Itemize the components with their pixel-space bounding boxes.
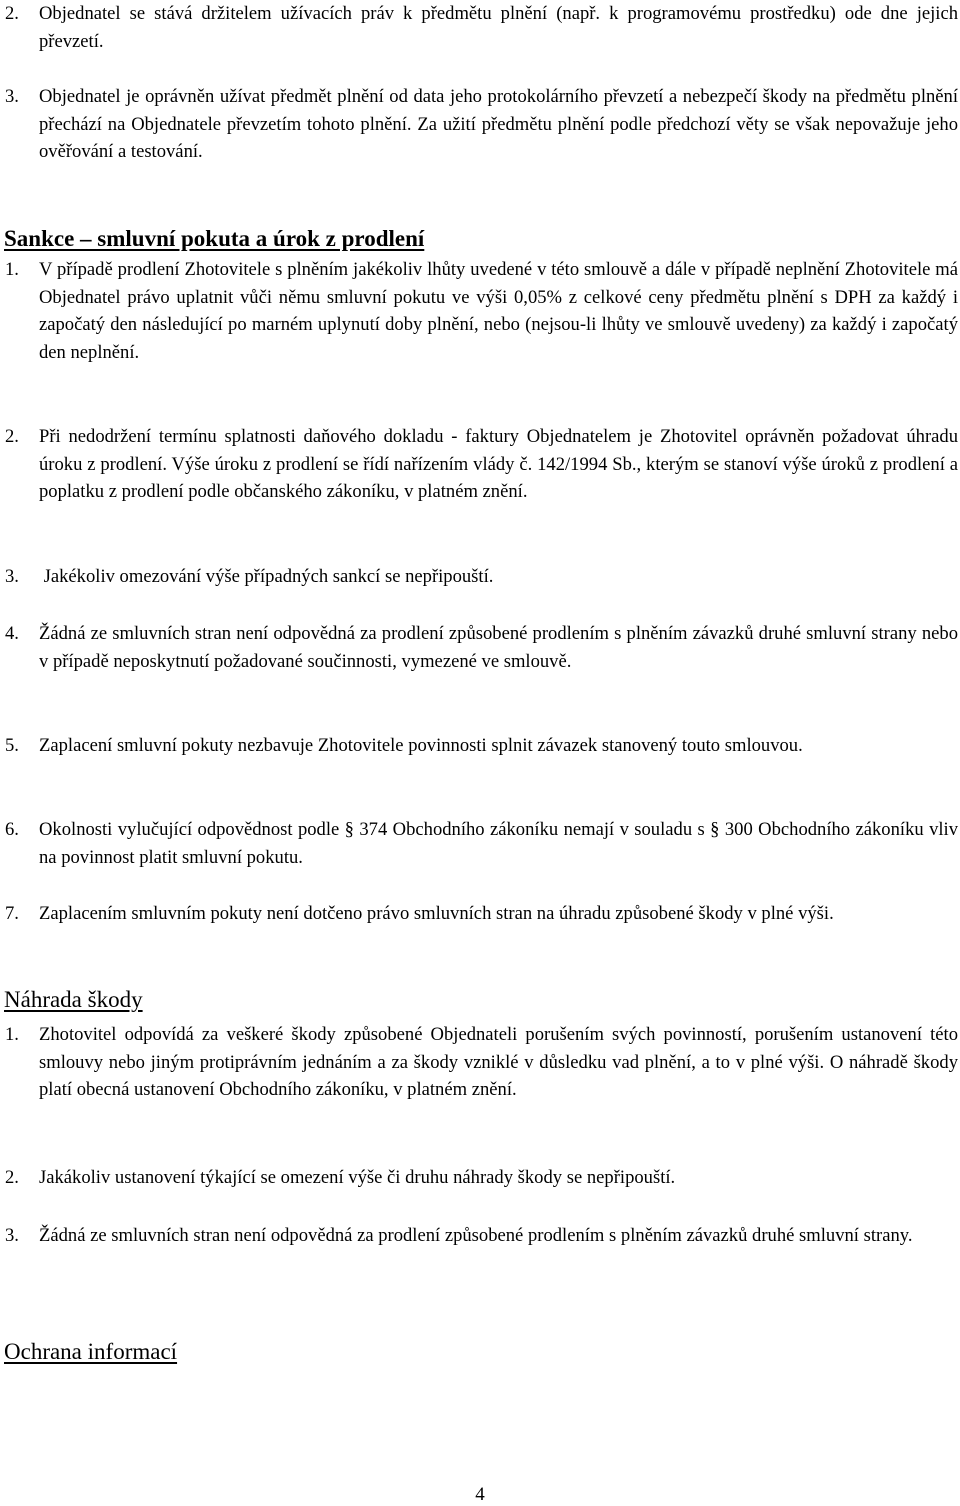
section-heading-information: Ochrana informací [4,1339,178,1364]
section-heading-damages: Náhrada škody [4,987,143,1012]
item-text: Žádná ze smluvních stran není odpovědná za prodlení způsobené prodlením s plněním závazků druhé smluvní strany nebo v případě neposkytnutí požadované součinnosti, vymezené ve smlouvě. [39,623,958,672]
item-number: 3. [5,86,19,107]
list-item [5,1021,958,1104]
page-number: 4 [475,1484,485,1505]
list-item [5,83,958,166]
list-item [5,900,958,928]
list-item [5,732,958,760]
item-number: 2. [5,1167,19,1188]
item-number: 7. [5,903,19,924]
list-item [5,620,958,675]
item-text: Při nedodržení termínu splatnosti daňového dokladu - faktury Objednatelem je Zhotovitel oprávněn požadovat úhradu úroku z prodlení. Výše úroku z prodlení se řídí nařízením vlády č. 142/1994 Sb., kterým se stanoví výše úroků z prodlení a poplatku z prodlení podle občanského zákoníku, v platném znění. [39,426,958,503]
list-item [5,816,958,871]
item-number: 6. [5,819,19,840]
item-number: 5. [5,735,19,756]
list-item [5,0,958,55]
item-number: 2. [5,3,19,24]
item-text: Jakákoliv ustanovení týkající se omezení výše či druhu náhrady škody se nepřipouští. [39,1167,676,1188]
item-text: Zaplacení smluvní pokuty nezbavuje Zhotovitele povinnosti splnit závazek stanovený touto smlouvou. [39,735,803,756]
item-text: Objednatel se stává držitelem užívacích práv k předmětu plnění (např. k programovému prostředku) ode dne jejich převzetí. [39,3,958,52]
list-item [5,423,958,506]
list-item [5,256,958,366]
item-text: Zhotovitel odpovídá za veškeré škody způsobené Objednateli porušením svých povinností, porušením ustanovení této smlouvy nebo jiným protiprávním jednáním a za škody vzniklé v důsledku vad plnění, a to v plné výši. O náhradě škody platí obecná ustanovení Obchodního zákoníku, v platném znění. [39,1024,958,1101]
item-text: Okolnosti vylučující odpovědnost podle § 374 Obchodního zákoníku nemají v souladu s § 300 Obchodního zákoníku vliv na povinnost platit smluvní pokutu. [39,819,958,868]
list-item [5,1222,958,1250]
section-heading-sanctions: Sankce – smluvní pokuta a úrok z prodlení [4,226,425,251]
item-number: 3. [5,566,19,587]
list-item [5,563,958,591]
item-number: 3. [5,1225,19,1246]
item-number: 4. [5,623,19,644]
item-text: Zaplacením smluvním pokuty není dotčeno právo smluvních stran na úhradu způsobené škody v plné výši. [39,903,834,924]
list-item [5,1164,958,1192]
item-text: Žádná ze smluvních stran není odpovědná za prodlení způsobené prodlením s plněním závazků druhé smluvní strany. [39,1225,913,1246]
item-text: Jakékoliv omezování výše případných sankcí se nepřipouští. [39,566,494,587]
item-text: V případě prodlení Zhotovitele s plněním jakékoliv lhůty uvedené v této smlouvě a dále v případě neplnění Zhotovitele má Objednatel právo uplatnit vůči němu smluvní pokutu ve výši 0,05% z celkové ceny předmětu plnění s DPH za každý i započatý den následující po marném uplynutí doby plnění, nebo (nejsou-li lhůty ve smlouvě uvedeny) za každý i započatý den neplnění. [39,259,958,363]
item-text: Objednatel je oprávněn užívat předmět plnění od data jeho protokolárního převzetí a nebezpečí škody na předmětu plnění přechází na Objednatele převzetím tohoto plnění. Za užití předmětu plnění podle předchozí věty se však nepovažuje jeho ověřování a testování. [39,86,958,163]
item-number: 1. [5,259,19,280]
item-number: 1. [5,1024,19,1045]
item-number: 2. [5,426,19,447]
